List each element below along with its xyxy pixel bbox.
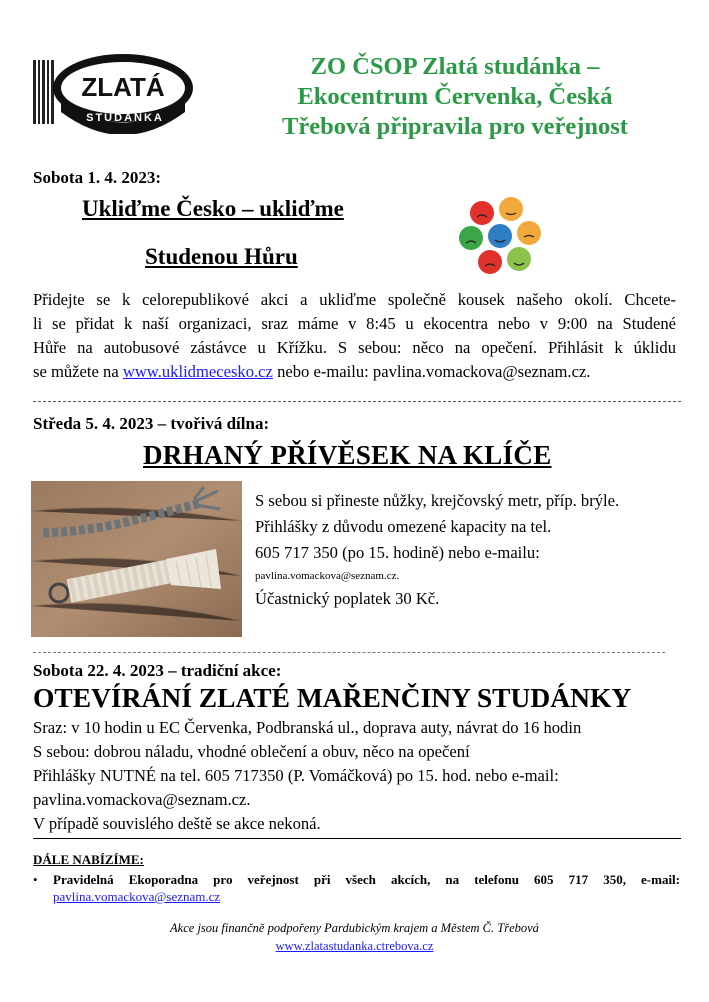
title-line: Třebová připravila pro veřejnost: [282, 113, 628, 140]
zlata-studanka-logo: [33, 50, 201, 134]
event1-description: [33, 288, 676, 384]
svg-text:ZLATÁ: ZLATÁ: [81, 72, 165, 102]
section-divider: [33, 401, 681, 402]
footer-note: Akce jsou finančně podpořeny Pardubickým krajem a Městem Č. Třebová: [170, 921, 539, 935]
uklidmecesko-link[interactable]: www.uklidmecesko.cz: [122, 362, 273, 381]
offer-heading: DÁLE NABÍZÍME:: [33, 852, 144, 867]
text-line: Sraz: v 10 hodin u EC Červenka, Podbranská ul., doprava auty, návrat do 16 hodin: [33, 718, 582, 737]
event2-title: DRHANÝ PŘÍVĚSEK NA KLÍČE: [143, 440, 552, 470]
text-line: Přihlášky NUTNÉ na tel. 605 717350 (P. Vomáčková) po 15. hod. nebo e-mail:: [33, 766, 559, 785]
smiley-faces-icon: [455, 196, 545, 278]
event2-email: pavlina.vomackova@seznam.cz.: [255, 570, 400, 582]
text-line: Hůře na autobusové zástávce u Křížku. S sebou: něco na opečení. Přihlásit k úklidu: [33, 338, 676, 357]
text-line: 605 717 350 (po 15. hodině) nebo e-mailu:: [255, 543, 540, 562]
text-line: pavlina.vomackova@seznam.cz.: [33, 790, 251, 809]
text-line: li se přidat k naší organizaci, sraz máme v 8:45 u ekocentra nebo v 9:00 na Studené: [33, 314, 676, 333]
text-line: Přihlášky z důvodu omezené kapacity na tel.: [255, 517, 552, 536]
bullet-icon: •: [33, 872, 38, 887]
keychain-photo: [31, 481, 242, 637]
offer-email-link[interactable]: pavlina.vomackova@seznam.cz: [53, 889, 221, 904]
event3-title: OTEVÍRÁNÍ ZLATÉ MAŘENČINY STUDÁNKY: [33, 682, 632, 713]
event3-description: [33, 716, 581, 836]
event2-fee: Účastnický poplatek 30 Kč.: [255, 589, 440, 608]
text-line: Přidejte se k celorepublikové akci a ukliďme společně kousek našeho okolí. Chcete-: [33, 290, 676, 309]
title-line: ZO ČSOP Zlatá studánka –: [310, 53, 600, 80]
section-divider: [33, 652, 665, 653]
page-title: [215, 52, 695, 142]
event1-title-line1: Ukliďme Česko – ukliďme: [82, 196, 344, 221]
text-line: V případě souvislého deště se akce nekoná.: [33, 814, 321, 833]
event1-title-line2: Studenou Hůru: [145, 244, 298, 269]
event3-date: Sobota 22. 4. 2023 – tradiční akce:: [33, 661, 282, 680]
svg-text:STUDÁNKA: STUDÁNKA: [86, 112, 164, 124]
text-line: S sebou: dobrou náladu, vhodné oblečení a obuv, něco na opečení: [33, 742, 470, 761]
title-line: Ekocentrum Červenka, Česká: [297, 83, 613, 110]
offer-item: Pravidelná Ekoporadna pro veřejnost při všech akcích, na telefonu 605 717 350, e-mail:: [53, 872, 680, 887]
footer-website-link[interactable]: www.zlatastudanka.ctrebova.cz: [275, 939, 434, 953]
footer-link-wrap: [0, 939, 709, 954]
event2-description: [255, 488, 619, 612]
event2-date: Středa 5. 4. 2023 – tvořivá dílna:: [33, 414, 270, 433]
text-line: se můžete na www.uklidmecesko.cz nebo e-mailu: pavlina.vomackova@seznam.cz.: [33, 362, 591, 381]
text-line: S sebou si přineste nůžky, krejčovský metr, příp. brýle.: [255, 491, 620, 510]
section-divider: [33, 838, 681, 839]
event1-date: Sobota 1. 4. 2023:: [33, 168, 161, 187]
